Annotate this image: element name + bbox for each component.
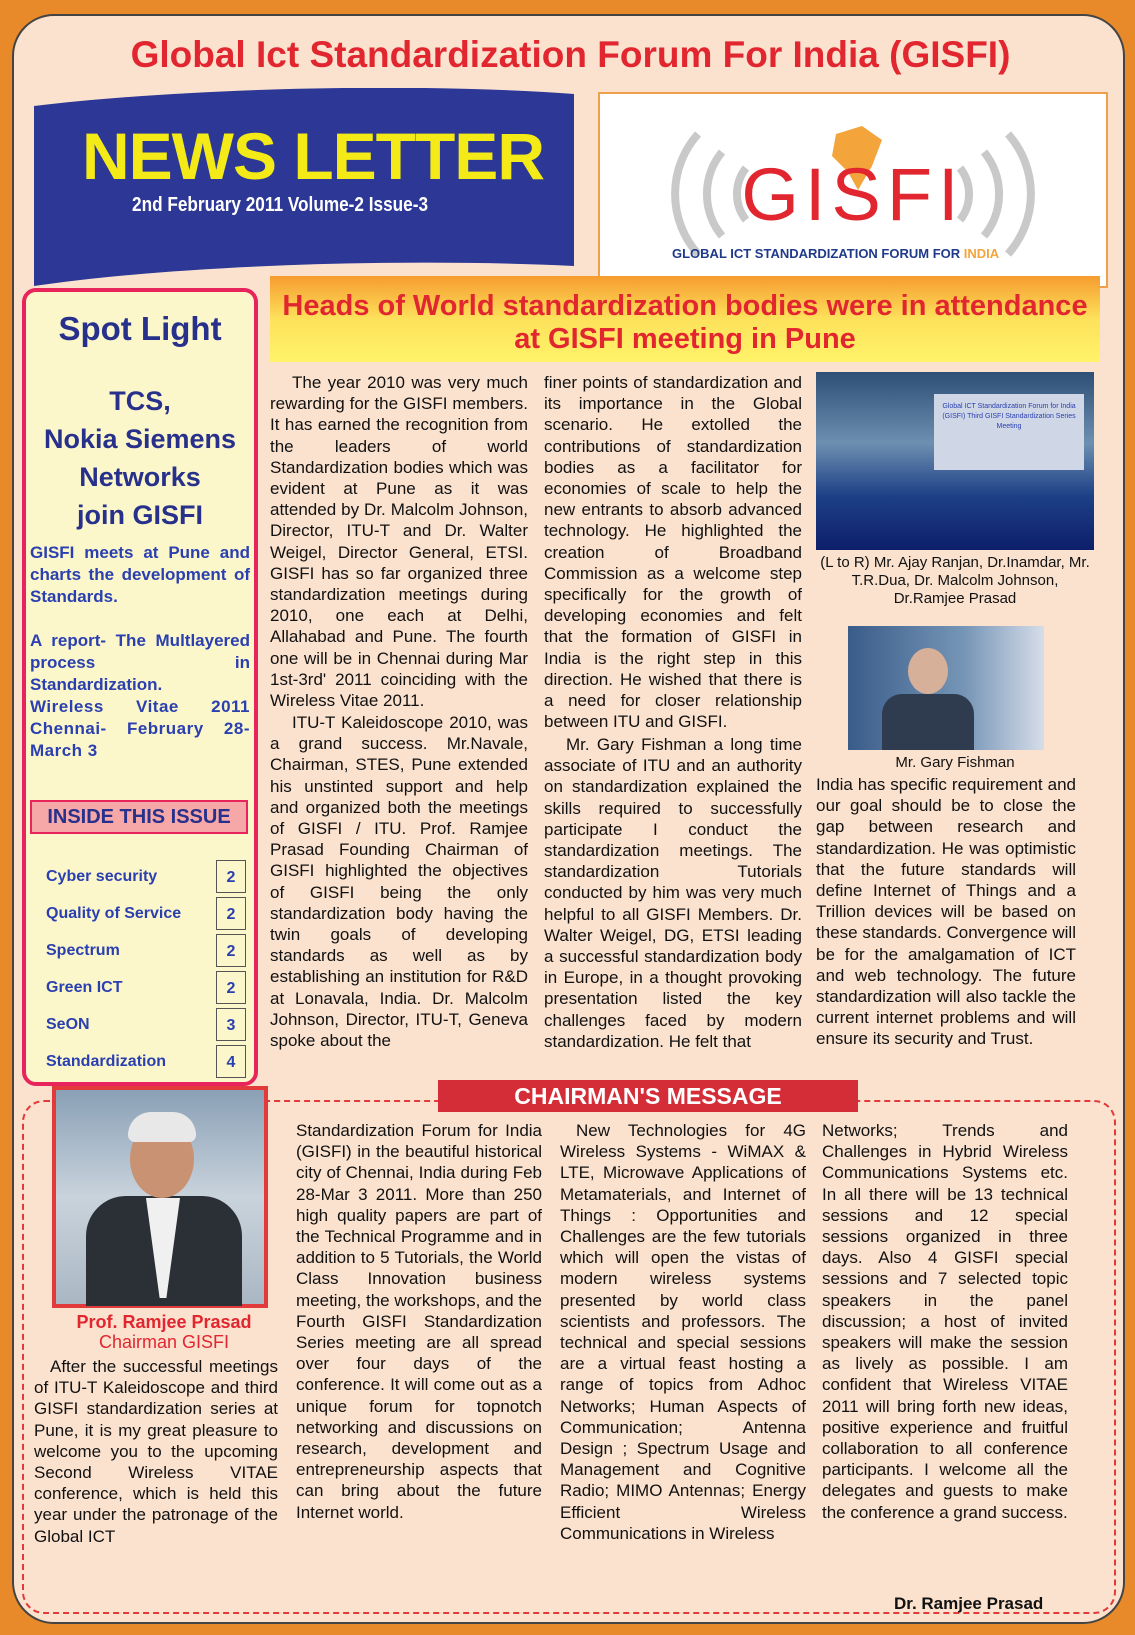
article-headline: Heads of World standardization bodies were in attendance at GISFI meeting in Pune xyxy=(282,290,1088,355)
logo-caption: GLOBAL ICT STANDARDIZATION FORUM FOR INDIA xyxy=(672,246,1000,261)
issue-line: 2nd February 2011 Volume-2 Issue-3 xyxy=(132,194,429,216)
photo-banner-text: Global ICT Standardization Forum for India (GISFI) Third GISFI Standardization Series Meeting xyxy=(934,394,1084,470)
table-of-contents xyxy=(46,860,246,1082)
toc-row[interactable]: Spectrum 2 xyxy=(46,934,246,971)
chairman-name: Prof. Ramjee Prasad xyxy=(76,1312,252,1332)
spotlight-headline: TCS, Nokia Siemens Networks join GISFI xyxy=(43,386,237,530)
chairman-name-block xyxy=(44,1312,284,1352)
gisfi-logo xyxy=(598,92,1108,288)
gary-fishman-photo xyxy=(848,626,1044,750)
logo-text: GISFI xyxy=(741,153,965,236)
chairman-col3: New Technologies for 4G Wireless Systems - WiMAX & LTE, Microwave Applications of Metamaterials, and Internet of Things : Opportunities and Challenges are the few tutorials which will open the vistas of modern wireless systems presented by world class scientists and professors. The technical and special sessions are a virtual feast hosting a range of topics from Adhoc Networks; Human Aspects of Communication; Antenna Design ; Spectrum Usage and Management and Cognitive Radio; MIMO Antennas; Energy Efficient Wireless Communications in Wireless xyxy=(560,1121,806,1543)
chairman-col4: Networks; Trends and Challenges in Hybrid Wireless Communications Systems etc. In all there will be 13 technical sessions and 12 special sessions organized in three days. Also 4 GISFI special sessions and 7 selected topic speakers in the panel discussion; a host of invited speakers will make the session as lively as possible. I am confident that Wireless VITAE 2011 will bring forth new ideas, positive experience and fruitful collaboration to all conference participants. I welcome all the delegates and guests to make the conference a grand success. xyxy=(822,1121,1068,1522)
toc-row[interactable]: Green ICT 2 xyxy=(46,971,246,1008)
spotlight-sidebar xyxy=(22,288,258,1086)
highlight-item: GISFI meets at Pune and charts the development of Standards. xyxy=(30,543,250,606)
article-col2b: Mr. Gary Fishman a long time associate of ITU and an authority on standardization explained the skills required to successfully participate I conduct the standardization meetings. The standardization Tutorials conducted by him was very much helpful to all GISFI Members. Dr. Walter Weigel, DG, ETSI leading a successful standardization body in Europe, in a thought provoking presentation listed the key challenges faced by modern standardization. He felt that xyxy=(544,735,802,1051)
toc-row[interactable]: Standardization 4 xyxy=(46,1045,246,1082)
highlight-item: A report- The Multlayered process in Standardization. xyxy=(30,631,250,694)
forum-title: Global Ict Standardization Forum For India (GISFI) xyxy=(130,34,1011,75)
highlight-item: Wireless Vitae 2011 Chennai- February 28-March 3 xyxy=(30,697,250,760)
meeting-photo xyxy=(816,372,1094,550)
toc-row[interactable]: Cyber security 2 xyxy=(46,860,246,897)
toc-row[interactable]: SeON 3 xyxy=(46,1008,246,1045)
chairman-photo xyxy=(52,1086,268,1308)
chairman-col2: Standardization Forum for India (GISFI) in the beautiful historical city of Chennai, India during Feb 28-Mar 3 2011. More than 250 high quality papers are part of the Technical Programme and in addition to 5 Tutorials, the World Class Innovation business meeting, the workshops, and the Fourth GISFI Standardization Series meeting are all spread over four days of the conference. It will come out as a unique forum for topnotch networking and discussions on research, development and entrepreneurship aspects that can bring about the future Internet world. xyxy=(296,1121,542,1522)
article-headline-banner xyxy=(270,276,1100,362)
photo-caption: (L to R) Mr. Ajay Ranjan, Dr.Inamdar, Mr. T.R.Dua, Dr. Malcolm Johnson, Dr.Ramjee Prasad xyxy=(820,554,1090,607)
chairman-message-title: CHAIRMAN'S MESSAGE xyxy=(438,1080,858,1112)
photo-caption: Mr. Gary Fishman xyxy=(895,754,1015,771)
inside-this-issue-label: INSIDE THIS ISSUE xyxy=(30,800,248,834)
toc-row[interactable]: Quality of Service 2 xyxy=(46,897,246,934)
article-col1: The year 2010 was very much rewarding for the GISFI members. It has earned the recognition from the leaders of world Standardization bodies which was evident at Pune as it was attended by Dr. Malcolm Johnson, Director, ITU-T and Dr. Walter Weigel, Director General, ETSI. GISFI has so far organized three standardization meetings during 2010, one each at Delhi, Allahabad and Pune. The fourth one will be in Chennai during Mar 1st-3rd' 2011 coinciding with the Wireless Vitae 2011. xyxy=(270,373,528,711)
chairman-col1: After the successful meetings of ITU-T Kaleidoscope and third GISFI standardization series at Pune, it is my great pleasure to welcome you to the upcoming Second Wireless VITAE conference, which is held this year under the patronage of the Global ICT xyxy=(34,1357,278,1546)
newsletter-page xyxy=(12,14,1125,1624)
article-col2: finer points of standardization and its importance in the Global scenario. He extolled the contributions of standardization bodies as a facilitator for economies of scale to help the new entrants to absorb advanced technology. He highlighted the creation of Broadband Commission as a welcome step specifically for the growth of developing economies and felt that the formation of GISFI in India is the right step in this direction. He wished that there is a need for closer relationship between ITU and GISFI. xyxy=(544,373,802,732)
spotlight-title: Spot Light xyxy=(58,310,222,347)
chairman-role: Chairman GISFI xyxy=(98,1332,230,1352)
chairman-signature: Dr. Ramjee Prasad xyxy=(894,1594,1044,1613)
article-col1b: ITU-T Kaleidoscope 2010, was a grand success. Mr.Navale, Chairman, STES, Pune extended his unstinted support and help and organized both the meetings of GISFI / ITU. Prof. Ramjee Prasad Founding Chairman of GISFI highlighted the objectives of GISFI being the only standardization body having the twin goals of developing standards as well as by establishing an institution for R&D at Lonavala, India. Dr. Malcolm Johnson, Director, ITU-T, Geneva spoke about the xyxy=(270,713,528,1051)
article-col3: India has specific requirement and our goal should be to close the gap between research and standardization. He was optimistic that the future standards will define Internet of Things and a Trillion devices will be based on these standards. Convergence will be for the amalgamation of ICT and web technology. The future standardization will also tackle the current internet problems and will ensure its security and Trust. xyxy=(816,775,1076,1049)
newsletter-title: NEWS LETTER xyxy=(82,119,544,193)
